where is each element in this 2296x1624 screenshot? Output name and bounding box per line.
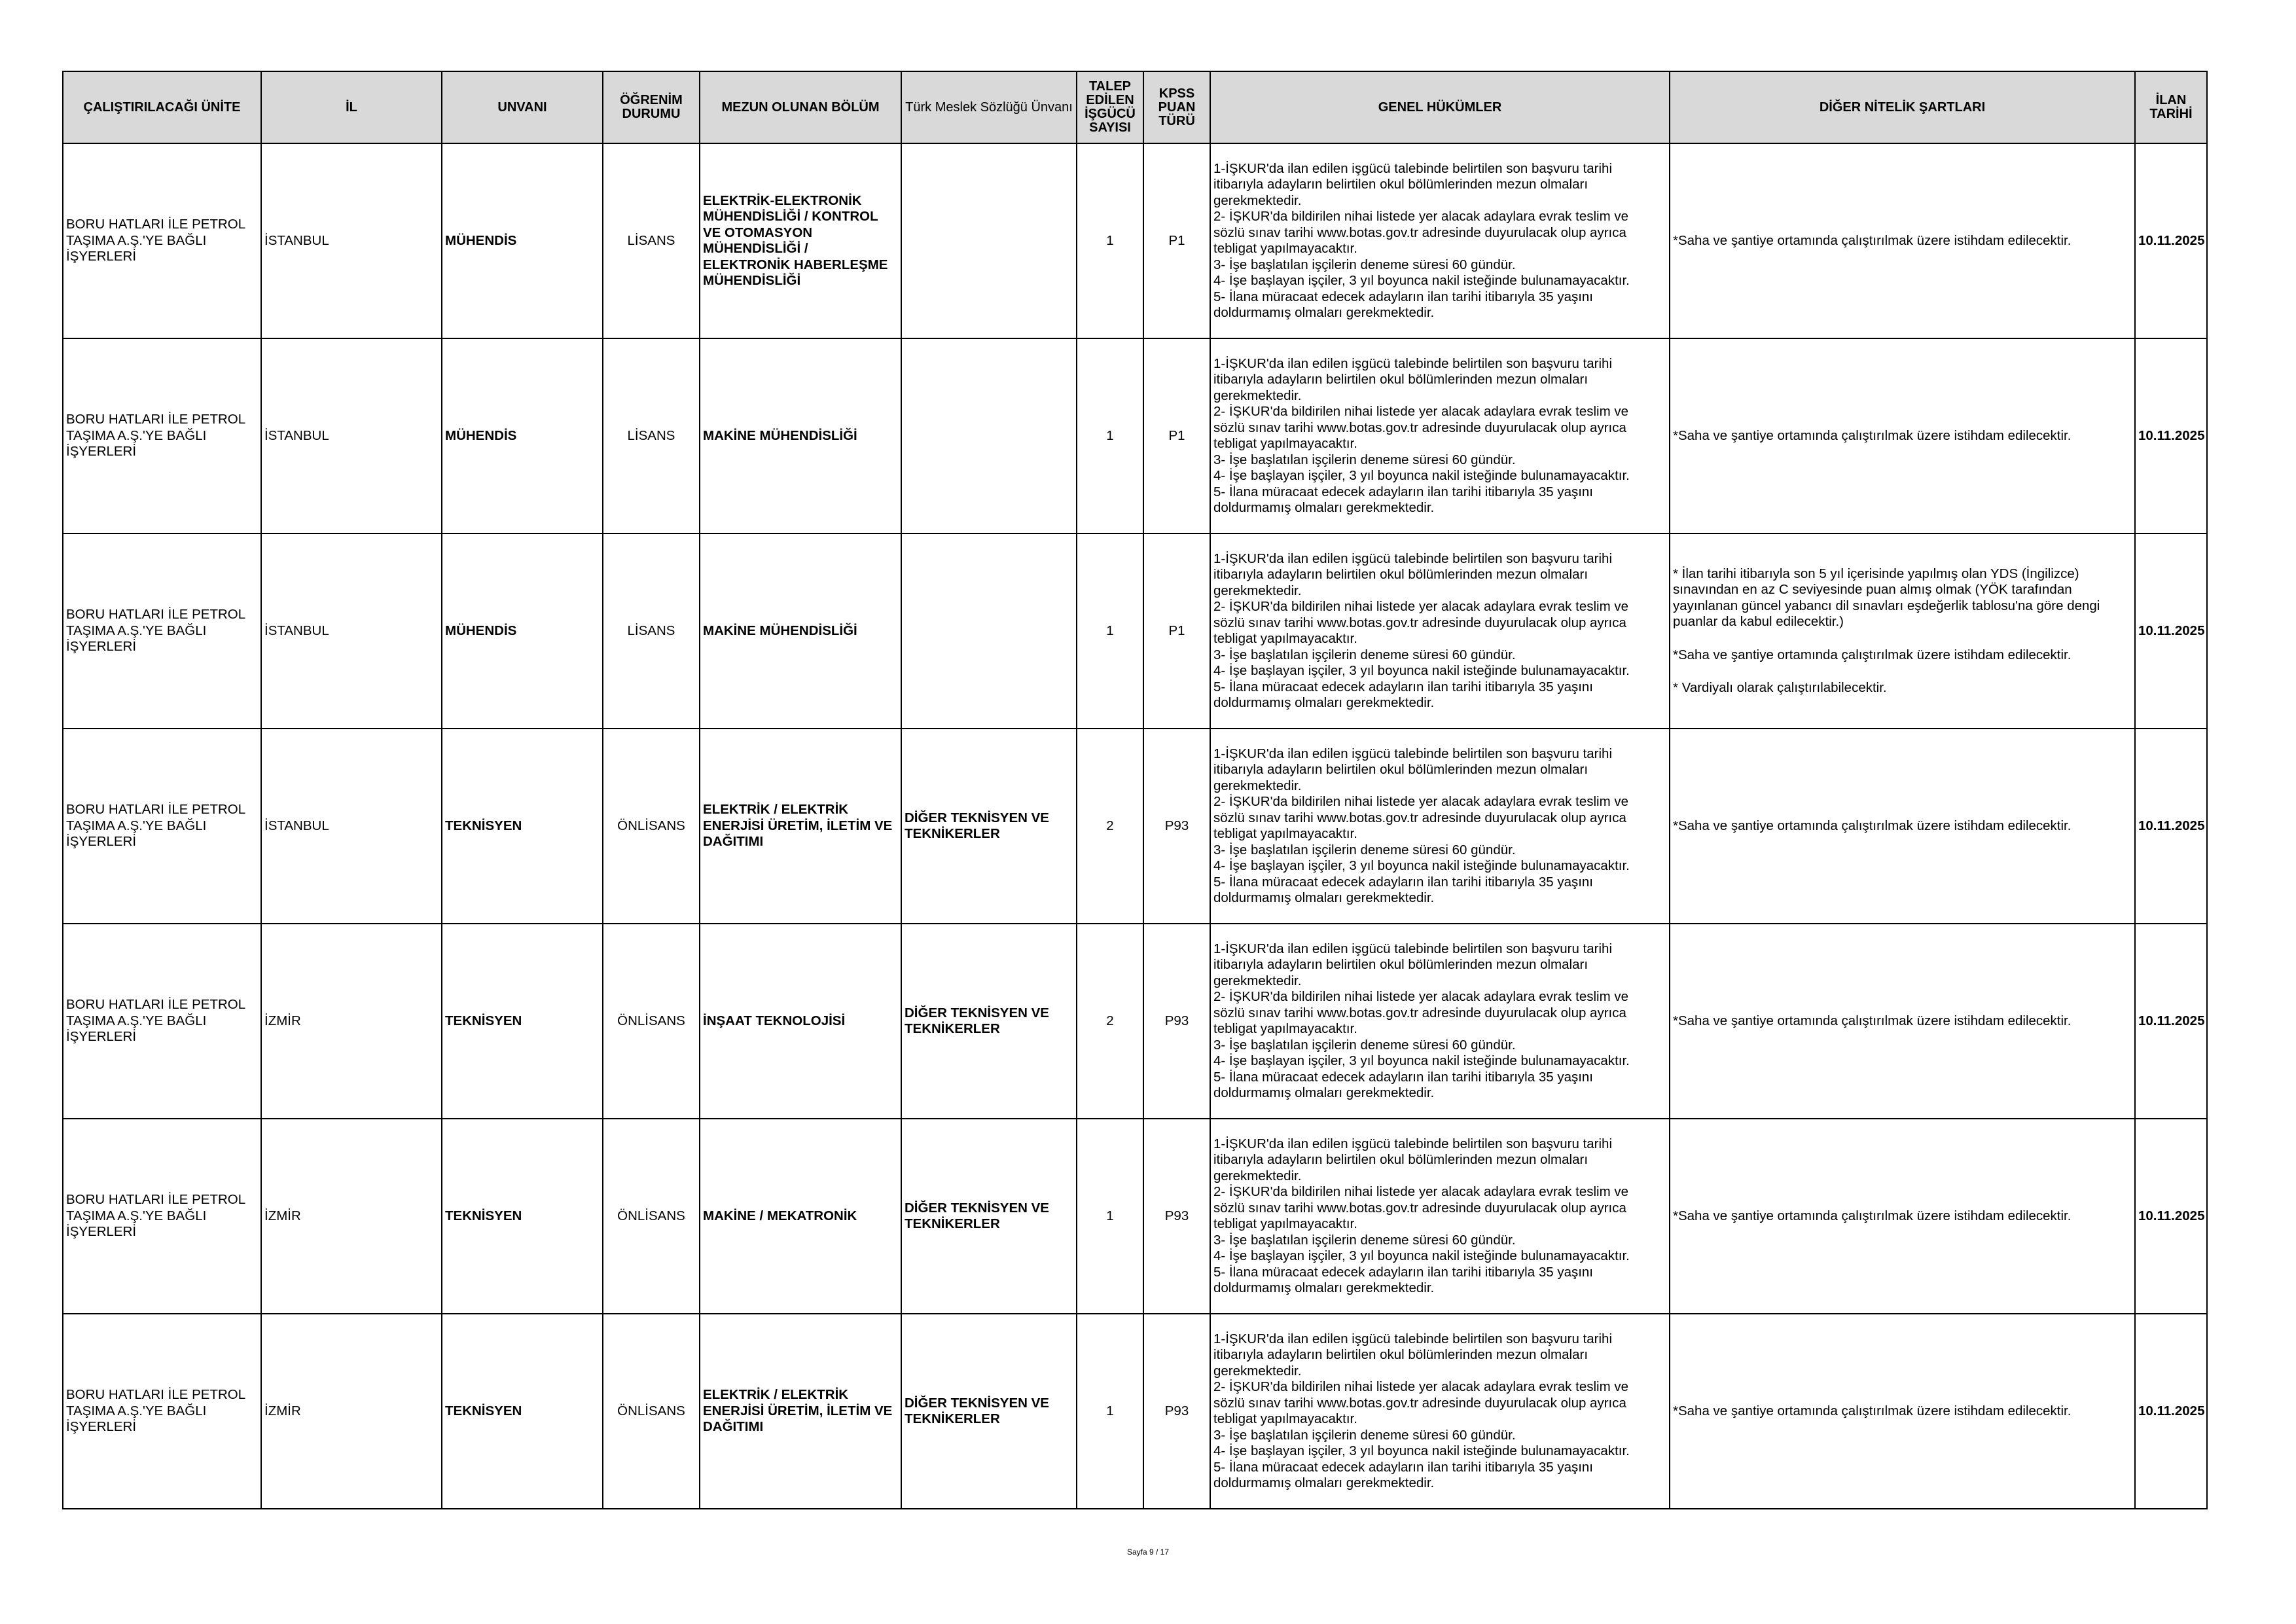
cell-kpss: P93 [1143, 1314, 1210, 1509]
general-rule-line: 5- İlana müracaat edecek adayların ilan tarihi itibarıyla 35 yaşını [1213, 874, 1594, 890]
cell-education: ÖNLİSANS [603, 1314, 700, 1509]
general-rule-line: doldurmamış olmaları gerekmektedir. [1213, 1475, 1435, 1490]
table-header-row [63, 71, 2207, 143]
cell-unit: BORU HATLARI İLE PETROL TAŞIMA A.Ş.'YE BAĞLI İŞYERLERİ [63, 533, 261, 729]
general-rule-line: sözlü sınav tarihi www.botas.gov.tr adresinde duyurulacak olup ayrıca [1213, 810, 1626, 825]
general-rule-line: 1-İŞKUR'da ilan edilen işgücü talebinde belirtilen son başvuru tarihi [1213, 160, 1613, 176]
general-rule-line: 3- İşe başlatılan işçilerin deneme süresi 60 gündür. [1213, 1037, 1516, 1053]
cell-date: 10.11.2025 [2135, 143, 2207, 338]
cell-kpss: P1 [1143, 143, 1210, 338]
cell-tms: DİĞER TEKNİSYEN VE TEKNİKERLER [901, 1119, 1077, 1314]
cell-title: MÜHENDİS [442, 338, 603, 533]
page-footer: Sayfa 9 / 17 [1126, 1547, 1170, 1557]
spacer [1673, 630, 2132, 647]
general-rule-line: 3- İşe başlatılan işçilerin deneme süresi 60 gündür. [1213, 647, 1516, 662]
general-rule-line: 3- İşe başlatılan işçilerin deneme süresi 60 gündür. [1213, 1232, 1516, 1248]
cell-city: İSTANBUL [261, 338, 442, 533]
general-rule-line: sözlü sınav tarihi www.botas.gov.tr adresinde duyurulacak olup ayrıca [1213, 225, 1626, 240]
cell-title: TEKNİSYEN [442, 1314, 603, 1509]
general-rule-line: 5- İlana müracaat edecek adayların ilan tarihi itibarıyla 35 yaşını [1213, 289, 1594, 304]
cell-other-conditions [1670, 1119, 2135, 1314]
general-rule-line: sözlü sınav tarihi www.botas.gov.tr adresinde duyurulacak olup ayrıca [1213, 1005, 1626, 1020]
cell-unit: BORU HATLARI İLE PETROL TAŞIMA A.Ş.'YE BAĞLI İŞYERLERİ [63, 1119, 261, 1314]
general-rule-line: itibarıyla adayların belirtilen okul bölümlerinden mezun olmaları [1213, 957, 1588, 972]
cell-city: İSTANBUL [261, 143, 442, 338]
general-rule-line: gerekmektedir. [1213, 388, 1302, 403]
cell-count: 2 [1077, 924, 1143, 1119]
cell-department: MAKİNE / MEKATRONİK [700, 1119, 901, 1314]
cell-title: TEKNİSYEN [442, 1119, 603, 1314]
header-title: UNVANI [442, 71, 603, 143]
other-condition-line: *Saha ve şantiye ortamında çalıştırılmak üzere istihdam edilecektir. [1673, 1013, 2072, 1028]
general-rule-line: 4- İşe başlayan işçiler, 3 yıl boyunca nakil isteğinde bulunamayacaktır. [1213, 1053, 1630, 1068]
cell-count: 1 [1077, 533, 1143, 729]
general-rule-line: 4- İşe başlayan işçiler, 3 yıl boyunca nakil isteğinde bulunamayacaktır. [1213, 858, 1630, 873]
general-rule-line: 4- İşe başlayan işçiler, 3 yıl boyunca nakil isteğinde bulunamayacaktır. [1213, 468, 1630, 483]
table-body [63, 143, 2207, 1509]
general-rule-line: tebligat yapılmayacaktır. [1213, 436, 1357, 451]
cell-city: İZMİR [261, 1314, 442, 1509]
table-row [63, 338, 2207, 533]
general-rule-line: doldurmamış olmaları gerekmektedir. [1213, 1280, 1435, 1295]
general-rule-line: tebligat yapılmayacaktır. [1213, 241, 1357, 256]
other-condition-line: *Saha ve şantiye ortamında çalıştırılmak üzere istihdam edilecektir. [1673, 1208, 2072, 1223]
cell-general-rules [1210, 143, 1670, 338]
cell-tms [901, 143, 1077, 338]
cell-date: 10.11.2025 [2135, 924, 2207, 1119]
cell-count: 1 [1077, 143, 1143, 338]
general-rule-line: itibarıyla adayların belirtilen okul bölümlerinden mezun olmaları [1213, 567, 1588, 582]
cell-unit: BORU HATLARI İLE PETROL TAŞIMA A.Ş.'YE BAĞLI İŞYERLERİ [63, 143, 261, 338]
cell-general-rules [1210, 338, 1670, 533]
cell-general-rules [1210, 729, 1670, 924]
cell-tms: DİĞER TEKNİSYEN VE TEKNİKERLER [901, 729, 1077, 924]
cell-general-rules [1210, 1119, 1670, 1314]
cell-kpss: P1 [1143, 533, 1210, 729]
cell-education: ÖNLİSANS [603, 924, 700, 1119]
cell-general-rules [1210, 924, 1670, 1119]
cell-department: ELEKTRİK-ELEKTRONİK MÜHENDİSLİĞİ / KONTROL VE OTOMASYON MÜHENDİSLİĞİ / ELEKTRONİK HABERLEŞME MÜHENDİSLİĞİ [700, 143, 901, 338]
general-rule-line: sözlü sınav tarihi www.botas.gov.tr adresinde duyurulacak olup ayrıca [1213, 615, 1626, 630]
general-rule-line: sözlü sınav tarihi www.botas.gov.tr adresinde duyurulacak olup ayrıca [1213, 1200, 1626, 1216]
cell-other-conditions [1670, 338, 2135, 533]
general-rule-line: 3- İşe başlatılan işçilerin deneme süresi 60 gündür. [1213, 257, 1516, 272]
general-rule-line: itibarıyla adayların belirtilen okul bölümlerinden mezun olmaları [1213, 372, 1588, 387]
cell-tms [901, 338, 1077, 533]
cell-department: İNŞAAT TEKNOLOJİSİ [700, 924, 901, 1119]
cell-general-rules [1210, 533, 1670, 729]
general-rule-line: 5- İlana müracaat edecek adayların ilan tarihi itibarıyla 35 yaşını [1213, 679, 1594, 695]
general-rule-line: doldurmamış olmaları gerekmektedir. [1213, 695, 1435, 710]
header-unit: ÇALIŞTIRILACAĞI ÜNİTE [63, 71, 261, 143]
general-rule-line: 5- İlana müracaat edecek adayların ilan tarihi itibarıyla 35 yaşını [1213, 484, 1594, 499]
other-condition-line: *Saha ve şantiye ortamında çalıştırılmak üzere istihdam edilecektir. [1673, 818, 2072, 833]
table-row [63, 143, 2207, 338]
general-rule-line: 1-İŞKUR'da ilan edilen işgücü talebinde belirtilen son başvuru tarihi [1213, 746, 1613, 761]
header-education: ÖĞRENİM DURUMU [603, 71, 700, 143]
general-rule-line: 2- İŞKUR'da bildirilen nihai listede yer alacak adaylara evrak teslim ve [1213, 989, 1629, 1004]
cell-city: İSTANBUL [261, 729, 442, 924]
general-rule-line: doldurmamış olmaları gerekmektedir. [1213, 305, 1435, 320]
general-rule-line: tebligat yapılmayacaktır. [1213, 1216, 1357, 1231]
general-rule-line: doldurmamış olmaları gerekmektedir. [1213, 1085, 1435, 1100]
cell-unit: BORU HATLARI İLE PETROL TAŞIMA A.Ş.'YE BAĞLI İŞYERLERİ [63, 729, 261, 924]
general-rule-line: 4- İşe başlayan işçiler, 3 yıl boyunca nakil isteğinde bulunamayacaktır. [1213, 1248, 1630, 1263]
cell-other-conditions [1670, 143, 2135, 338]
general-rule-line: doldurmamış olmaları gerekmektedir. [1213, 500, 1435, 515]
cell-education: LİSANS [603, 533, 700, 729]
general-rule-line: gerekmektedir. [1213, 583, 1302, 598]
general-rule-line: doldurmamış olmaları gerekmektedir. [1213, 890, 1435, 905]
general-rule-line: tebligat yapılmayacaktır. [1213, 631, 1357, 646]
header-city: İL [261, 71, 442, 143]
general-rule-line: 2- İŞKUR'da bildirilen nihai listede yer alacak adaylara evrak teslim ve [1213, 404, 1629, 419]
cell-date: 10.11.2025 [2135, 338, 2207, 533]
job-listings-table [62, 71, 2208, 1509]
general-rule-line: 2- İŞKUR'da bildirilen nihai listede yer alacak adaylara evrak teslim ve [1213, 209, 1629, 224]
general-rule-line: 3- İşe başlatılan işçilerin deneme süresi 60 gündür. [1213, 452, 1516, 467]
general-rule-line: 3- İşe başlatılan işçilerin deneme süresi 60 gündür. [1213, 1427, 1516, 1443]
general-rule-line: 2- İŞKUR'da bildirilen nihai listede yer alacak adaylara evrak teslim ve [1213, 794, 1629, 809]
general-rule-line: 4- İşe başlayan işçiler, 3 yıl boyunca nakil isteğinde bulunamayacaktır. [1213, 663, 1630, 678]
cell-department: ELEKTRİK / ELEKTRİK ENERJİSİ ÜRETİM, İLETİM VE DAĞITIMI [700, 729, 901, 924]
other-condition-line: * Vardiyalı olarak çalıştırılabilecektir. [1673, 680, 1887, 695]
general-rule-line: tebligat yapılmayacaktır. [1213, 1021, 1357, 1036]
general-rule-line: gerekmektedir. [1213, 1363, 1302, 1379]
table-row [63, 1119, 2207, 1314]
cell-kpss: P1 [1143, 338, 1210, 533]
table-row [63, 924, 2207, 1119]
general-rule-line: sözlü sınav tarihi www.botas.gov.tr adresinde duyurulacak olup ayrıca [1213, 1395, 1626, 1411]
other-condition-line: *Saha ve şantiye ortamında çalıştırılmak üzere istihdam edilecektir. [1673, 647, 2072, 662]
general-rule-line: 3- İşe başlatılan işçilerin deneme süresi 60 gündür. [1213, 842, 1516, 857]
general-rule-line: itibarıyla adayların belirtilen okul bölümlerinden mezun olmaları [1213, 762, 1588, 777]
general-rule-line: 2- İŞKUR'da bildirilen nihai listede yer alacak adaylara evrak teslim ve [1213, 1184, 1629, 1199]
general-rule-line: gerekmektedir. [1213, 1168, 1302, 1183]
general-rule-line: 1-İŞKUR'da ilan edilen işgücü talebinde belirtilen son başvuru tarihi [1213, 550, 1613, 566]
general-rule-line: 5- İlana müracaat edecek adayların ilan tarihi itibarıyla 35 yaşını [1213, 1264, 1594, 1280]
cell-education: ÖNLİSANS [603, 729, 700, 924]
cell-tms: DİĞER TEKNİSYEN VE TEKNİKERLER [901, 1314, 1077, 1509]
general-rule-line: 1-İŞKUR'da ilan edilen işgücü talebinde belirtilen son başvuru tarihi [1213, 1136, 1613, 1151]
cell-kpss: P93 [1143, 1119, 1210, 1314]
general-rule-line: sözlü sınav tarihi www.botas.gov.tr adresinde duyurulacak olup ayrıca [1213, 420, 1626, 435]
header-date: İLAN TARİHİ [2135, 71, 2207, 143]
spacer [1673, 663, 2132, 680]
cell-date: 10.11.2025 [2135, 533, 2207, 729]
general-rule-line: tebligat yapılmayacaktır. [1213, 826, 1357, 841]
general-rule-line: gerekmektedir. [1213, 973, 1302, 988]
cell-kpss: P93 [1143, 924, 1210, 1119]
cell-city: İSTANBUL [261, 533, 442, 729]
cell-department: MAKİNE MÜHENDİSLİĞİ [700, 338, 901, 533]
general-rule-line: itibarıyla adayların belirtilen okul bölümlerinden mezun olmaları [1213, 177, 1588, 192]
general-rule-line: 2- İŞKUR'da bildirilen nihai listede yer alacak adaylara evrak teslim ve [1213, 599, 1629, 614]
header-other: DİĞER NİTELİK ŞARTLARI [1670, 71, 2135, 143]
general-rule-line: tebligat yapılmayacaktır. [1213, 1411, 1357, 1426]
general-rule-line: 1-İŞKUR'da ilan edilen işgücü talebinde belirtilen son başvuru tarihi [1213, 1331, 1613, 1346]
cell-title: MÜHENDİS [442, 143, 603, 338]
general-rule-line: 1-İŞKUR'da ilan edilen işgücü talebinde belirtilen son başvuru tarihi [1213, 355, 1613, 371]
cell-department: MAKİNE MÜHENDİSLİĞİ [700, 533, 901, 729]
header-department: MEZUN OLUNAN BÖLÜM [700, 71, 901, 143]
general-rule-line: 4- İşe başlayan işçiler, 3 yıl boyunca nakil isteğinde bulunamayacaktır. [1213, 1443, 1630, 1458]
cell-other-conditions [1670, 533, 2135, 729]
general-rule-line: itibarıyla adayların belirtilen okul bölümlerinden mezun olmaları [1213, 1347, 1588, 1362]
cell-unit: BORU HATLARI İLE PETROL TAŞIMA A.Ş.'YE BAĞLI İŞYERLERİ [63, 1314, 261, 1509]
cell-count: 1 [1077, 1314, 1143, 1509]
cell-other-conditions [1670, 924, 2135, 1119]
general-rule-line: 4- İşe başlayan işçiler, 3 yıl boyunca nakil isteğinde bulunamayacaktır. [1213, 273, 1630, 288]
header-tms: Türk Meslek Sözlüğü Ünvanı [901, 71, 1077, 143]
cell-other-conditions [1670, 1314, 2135, 1509]
cell-unit: BORU HATLARI İLE PETROL TAŞIMA A.Ş.'YE BAĞLI İŞYERLERİ [63, 338, 261, 533]
header-count: TALEP EDİLEN İŞGÜCÜ SAYISI [1077, 71, 1143, 143]
cell-department: ELEKTRİK / ELEKTRİK ENERJİSİ ÜRETİM, İLETİM VE DAĞITIMI [700, 1314, 901, 1509]
cell-general-rules [1210, 1314, 1670, 1509]
table-row [63, 1314, 2207, 1509]
cell-count: 1 [1077, 338, 1143, 533]
table-row [63, 729, 2207, 924]
other-condition-line: *Saha ve şantiye ortamında çalıştırılmak üzere istihdam edilecektir. [1673, 1403, 2072, 1418]
header-kpss: KPSS PUAN TÜRÜ [1143, 71, 1210, 143]
cell-education: ÖNLİSANS [603, 1119, 700, 1314]
cell-city: İZMİR [261, 924, 442, 1119]
cell-education: LİSANS [603, 143, 700, 338]
cell-date: 10.11.2025 [2135, 1119, 2207, 1314]
cell-date: 10.11.2025 [2135, 1314, 2207, 1509]
other-condition-line: *Saha ve şantiye ortamında çalıştırılmak üzere istihdam edilecektir. [1673, 427, 2072, 443]
cell-other-conditions [1670, 729, 2135, 924]
general-rule-line: 5- İlana müracaat edecek adayların ilan tarihi itibarıyla 35 yaşını [1213, 1069, 1594, 1085]
other-condition-line: * İlan tarihi itibarıyla son 5 yıl içerisinde yapılmış olan YDS (İngilizce) sınavından en az C seviyesinde puan almış olmak (YÖK tarafından yayınlanan güncel yabancı dil sınavları eşdeğerlik tablosu'na göre dengi puanlar da kabul edilecektir.) [1673, 566, 2100, 629]
cell-title: TEKNİSYEN [442, 924, 603, 1119]
cell-city: İZMİR [261, 1119, 442, 1314]
cell-count: 2 [1077, 729, 1143, 924]
general-rule-line: gerekmektedir. [1213, 192, 1302, 208]
cell-tms: DİĞER TEKNİSYEN VE TEKNİKERLER [901, 924, 1077, 1119]
header-rules: GENEL HÜKÜMLER [1210, 71, 1670, 143]
general-rule-line: 5- İlana müracaat edecek adayların ilan tarihi itibarıyla 35 yaşını [1213, 1459, 1594, 1475]
general-rule-line: itibarıyla adayların belirtilen okul bölümlerinden mezun olmaları [1213, 1152, 1588, 1167]
cell-date: 10.11.2025 [2135, 729, 2207, 924]
cell-tms [901, 533, 1077, 729]
general-rule-line: gerekmektedir. [1213, 778, 1302, 793]
cell-count: 1 [1077, 1119, 1143, 1314]
cell-title: MÜHENDİS [442, 533, 603, 729]
table-row [63, 533, 2207, 729]
cell-unit: BORU HATLARI İLE PETROL TAŞIMA A.Ş.'YE BAĞLI İŞYERLERİ [63, 924, 261, 1119]
general-rule-line: 1-İŞKUR'da ilan edilen işgücü talebinde belirtilen son başvuru tarihi [1213, 941, 1613, 956]
general-rule-line: 2- İŞKUR'da bildirilen nihai listede yer alacak adaylara evrak teslim ve [1213, 1379, 1629, 1394]
cell-kpss: P93 [1143, 729, 1210, 924]
other-condition-line: *Saha ve şantiye ortamında çalıştırılmak üzere istihdam edilecektir. [1673, 232, 2072, 248]
cell-title: TEKNİSYEN [442, 729, 603, 924]
cell-education: LİSANS [603, 338, 700, 533]
